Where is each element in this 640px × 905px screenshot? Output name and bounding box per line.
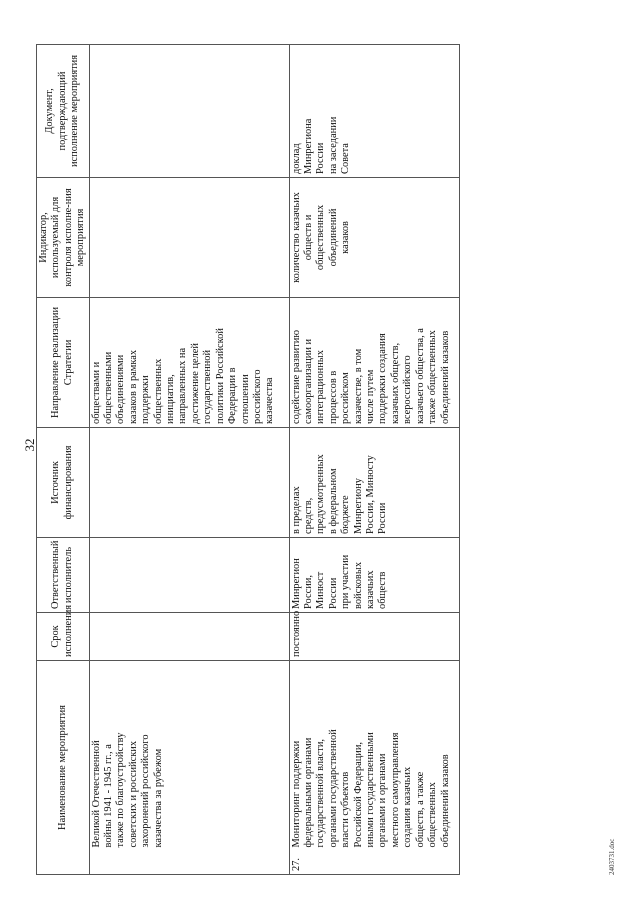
row-term: постоянно [289,612,459,660]
row-document [89,44,289,177]
row-source: в пределах средств, предусмотренных в федеральном бюджете Минрегиону России, Минюсту России [289,427,459,537]
row-name: Мониторинг поддержки федеральными органами государственной власти, органами государственной власти субъектов Российской Федерации, иными государственными органами и органами местного самоуправления создания казачьих обществ, а также общественных объединений казаков [289,660,459,850]
header-direction: Направление реализации Стратегии [37,297,90,427]
row-name: Великой Отечественной войны 1941 - 1945 гг., а также по благоустройству советских и российских захоронений российского казачества за рубежом [89,660,289,850]
table-row [89,44,289,874]
header-indicator: Индикатор, используемый для контроля исполне-ния мероприятия [37,177,90,297]
measures-table [36,44,460,875]
header-name: Наименование мероприятия [37,660,90,874]
row-term [89,612,289,660]
row-direction: содействие развитию самоорганизации и интеграционных процессов в российском казачестве, в том числе путем поддержки создания казачьих обществ, всероссийского казачьего общества, а также общественных объединений казаков [289,297,459,427]
row-executor: Минрегион России, Минюст России при участии войсковых казачьих обществ [289,537,459,612]
page-number: 32 [22,438,37,452]
header-executor: Ответственный исполнитель [37,537,90,612]
row-executor [89,537,289,612]
header-source: Источник финансирования [37,427,90,537]
header-document: Документ, подтверждающий исполнение мероприятия [37,44,90,177]
table-row [289,44,459,874]
row-number: 27. [289,851,459,875]
row-indicator [89,177,289,297]
row-number [89,851,289,875]
table-header-row [37,44,90,874]
footer-filename: 2403731.doc [608,838,616,875]
row-direction: обществами и общественными объединениями казаков в рамках поддержки общественных инициатив, направленных на достижение целей государственной политики Российской Федерации в отношении российского казачества [89,297,289,427]
row-source [89,427,289,537]
header-term: Срок исполнения [37,612,90,660]
row-indicator: количество казачьих обществ и общественных объединений казаков [289,177,459,297]
row-document: доклад Минрегиона России на заседании Совета [289,44,459,177]
